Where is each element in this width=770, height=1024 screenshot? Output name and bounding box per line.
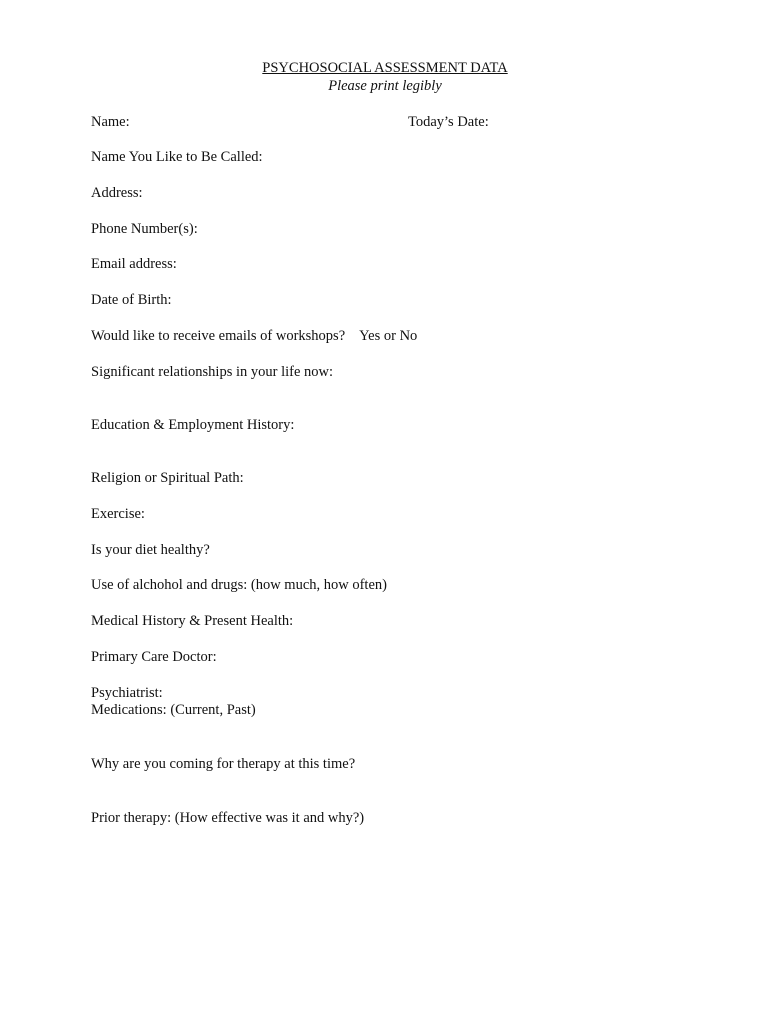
education-label: Education & Employment History: (91, 417, 295, 433)
address-label: Address: (91, 185, 143, 201)
preferred-name-label: Name You Like to Be Called: (91, 149, 263, 165)
todays-date-label: Today’s Date: (408, 114, 489, 130)
psychiatrist-label: Psychiatrist: (91, 685, 163, 701)
primary-doctor-label: Primary Care Doctor: (91, 649, 217, 665)
religion-label: Religion or Spiritual Path: (91, 470, 244, 486)
prior-therapy-label: Prior therapy: (How effective was it and why?) (91, 810, 365, 826)
relationships-label: Significant relationships in your life now: (91, 364, 334, 380)
dob-label: Date of Birth: (91, 292, 172, 308)
email-label: Email address: (91, 256, 177, 272)
workshops-question: Would like to receive emails of workshops? (91, 328, 346, 344)
form-title: PSYCHOSOCIAL ASSESSMENT DATA (262, 60, 508, 76)
phone-label: Phone Number(s): (91, 221, 198, 237)
name-label: Name: (91, 114, 130, 130)
form-subtitle: Please print legibly (328, 78, 442, 94)
diet-label: Is your diet healthy? (91, 542, 210, 558)
workshops-row (91, 327, 417, 345)
substances-label: Use of alchohol and drugs: (how much, how often) (91, 577, 387, 593)
medications-label: Medications: (Current, Past) (91, 702, 256, 718)
workshops-options: Yes or No (359, 328, 418, 344)
exercise-label: Exercise: (91, 506, 145, 522)
therapy-reason-label: Why are you coming for therapy at this time? (91, 756, 356, 772)
medical-label: Medical History & Present Health: (91, 613, 294, 629)
